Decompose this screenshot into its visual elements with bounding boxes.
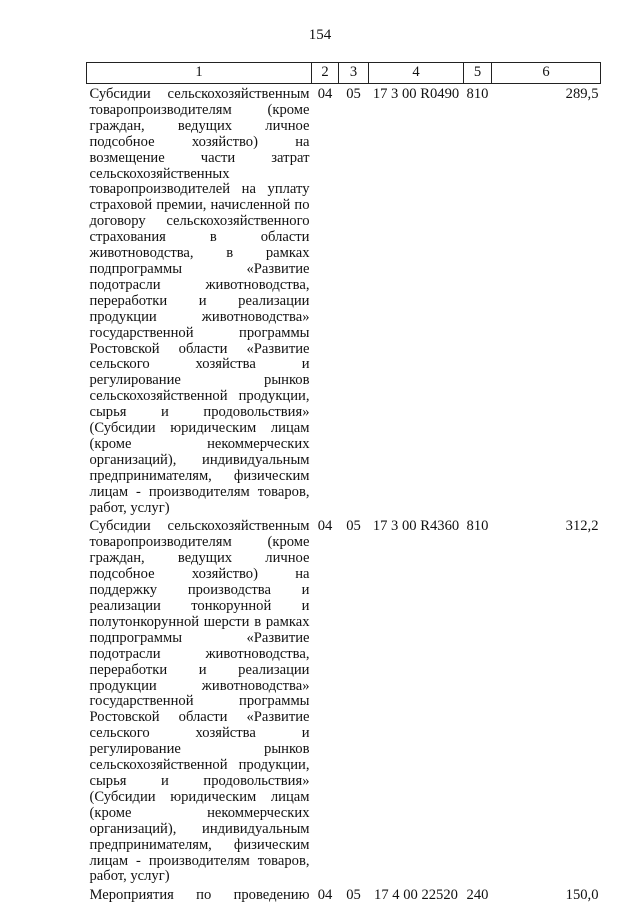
column-header-3: 3 [339,63,369,84]
budget-table [86,62,601,904]
row-section: 04 [317,518,333,535]
row-section: 04 [317,887,333,904]
row-amount: 150,0 [565,887,599,904]
column-header-4: 4 [369,63,464,84]
row-section: 04 [317,86,333,102]
row-target-code: 17 4 00 22520 [374,887,458,904]
row-expense-type: 240 [466,887,489,904]
row-amount: 289,5 [565,86,599,102]
row-subsection: 05 [346,518,361,535]
column-header-2: 2 [312,63,339,84]
table-row [87,84,601,517]
row-subsection: 05 [346,86,361,102]
column-header-6: 6 [492,63,601,84]
row-target-code: 17 3 00 R0490 [372,86,460,102]
row-description: Мероприятия по проведению [89,887,310,904]
table-row [87,885,601,904]
table-row [87,516,601,885]
row-description: Субсидии сельскохозяйственным товаропроизводителям (кроме граждан, ведущих личное подсобное хозяйство) на поддержку производства и реализации тонкорунной и полутонкорунной шерсти в рамках подпрограммы «Развитие подотрасли животноводства, переработки и реализации продукции животноводства» государственной программы Ростовской области «Развитие сельского хозяйства и регулирование рынков сельскохозяйственной продукции, сырья и продовольствия» (Субсидии юридическим лицам (кроме некоммерческих организаций), индивидуальным предпринимателям, физическим лицам - производителям товаров, работ, услуг) [89,518,310,885]
column-header-5: 5 [464,63,492,84]
row-amount: 312,2 [565,518,599,535]
page-number: 154 [308,27,332,43]
row-expense-type: 810 [466,518,489,535]
table-header [87,63,601,84]
row-target-code: 17 3 00 R4360 [372,518,460,535]
row-description: Субсидии сельскохозяйственным товаропроизводителям (кроме граждан, ведущих личное подсобное хозяйство) на возмещение части затрат сельскохозяйственных товаропроизводителей на уплату страховой премии, начисленной по договору сельскохозяйственного страхования в области животноводства, в рамках подпрограммы «Развитие подотрасли животноводства, переработки и реализации продукции животноводства» государственной программы Ростовской области «Развитие сельского хозяйства и регулирование рынков сельскохозяйственной продукции, сырья и продовольствия» (Субсидии юридическим лицам (кроме некоммерческих организаций), индивидуальным предпринимателям, физическим лицам - производителям товаров, работ, услуг) [89,86,310,516]
row-subsection: 05 [346,887,361,904]
row-expense-type: 810 [466,86,489,102]
column-header-1: 1 [87,63,312,84]
